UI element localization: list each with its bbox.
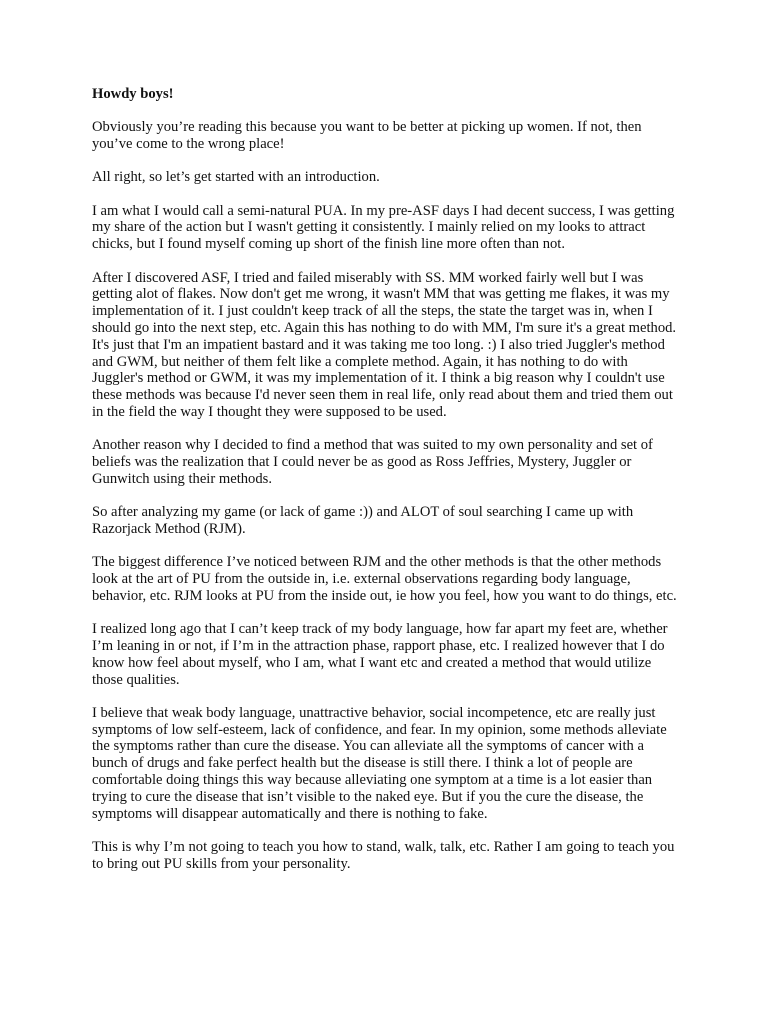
paragraph-symptoms: I believe that weak body language, unattractive behavior, social incompetence, etc are really just symptoms of low self-esteem, lack of confidence, and fear. In my opinion, some methods alleviate the symptoms rather than cure the disease. You can alleviate all the symptoms of cancer with a bunch of drugs and fake perfect health but the disease is still there. I think a lot of people are comfortable doing things this way because alleviating one symptom at a time is a lot easier than trying to cure the disease that isn’t visible to the naked eye. But if you the cure the disease, the symptoms will disappear automatically and there is nothing to fake. — [92, 704, 667, 822]
paragraph-discovered-asf: After I discovered ASF, I tried and failed miserably with SS. MM worked fairly well but I was getting alot of flakes. Now don't get me wrong, it wasn't MM that was getting me flakes, it was my implementation of it. I just couldn't keep track of all the steps, the state the target was in, when I should go into the next step, etc. Again this has nothing to do with MM, I'm sure it's a great method. It's just that I'm an impatient bastard and it was taking me too long. :) I also tried Juggler's method and GWM, but neither of them felt like a complete method. Again, it has nothing to do with Juggler's method or GWM, it was my implementation of it. I think a big reason why I couldn't use these methods was because I'd never seen them in real life, only read about them and tried them out in the field the way I thought they were supposed to be used. — [92, 269, 677, 420]
paragraph-another-reason: Another reason why I decided to find a method that was suited to my own personality and set of beliefs was the realization that I could never be as good as Ross Jeffries, Mystery, Juggler or Gunwitch using their methods. — [92, 437, 653, 487]
document-heading: Howdy boys! — [92, 86, 174, 102]
document-page — [92, 86, 682, 889]
paragraph-get-started: All right, so let’s get started with an introduction. — [92, 169, 380, 186]
paragraph-realized: I realized long ago that I can’t keep track of my body language, how far apart my feet are, whether I’m leaning in or not, if I’m in the attraction phase, rapport phase, etc. I realized however that I do know how feel about myself, who I am, what I want etc and created a method that would utilize those qualities. — [92, 621, 668, 688]
paragraph-semi-natural: I am what I would call a semi-natural PUA. In my pre-ASF days I had decent success, I was getting my share of the action but I wasn't getting it consistently. I mainly relied on my looks to attract chicks, but I found myself coming up short of the finish line more often than not. — [92, 202, 675, 253]
paragraph-teach: This is why I’m not going to teach you how to stand, walk, talk, etc. Rather I am going to teach you to bring out PU skills from your personality. — [92, 838, 675, 872]
paragraph-biggest-difference: The biggest difference I’ve noticed between RJM and the other methods is that the other methods look at the art of PU from the outside in, i.e. external observations regarding body language, behavior, etc. RJM looks at PU from the inside out, ie how you feel, how you want to do things, etc. — [92, 554, 677, 604]
paragraph-intro: Obviously you’re reading this because you want to be better at picking up women. If not, then you’ve come to the wrong place! — [92, 119, 642, 153]
paragraph-razorjack-method: So after analyzing my game (or lack of game :)) and ALOT of soul searching I came up with Razorjack Method (RJM). — [92, 504, 634, 537]
